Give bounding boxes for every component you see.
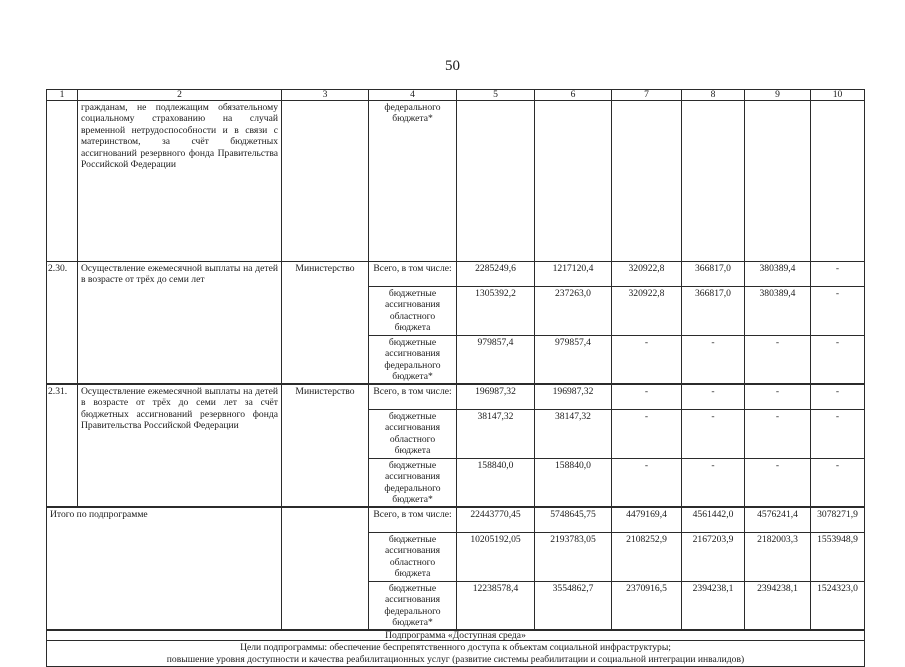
cont-value-empty (456, 100, 535, 262)
goals-block (46, 640, 865, 667)
row-2-30-line-1-category: Всего, в том числе: (368, 261, 457, 287)
goals-line-1: Цели подпрограммы: обеспечение беспрепятственного доступа к объектам социальной инфраструктуры; (240, 642, 671, 653)
total-row-line-2-value-5: 10205192,05 (456, 532, 535, 582)
row-2-31-line-1-value-9: - (744, 384, 811, 410)
row-2-31-line-3-value-5: 158840,0 (456, 458, 535, 507)
total-row-executor-empty (281, 507, 369, 630)
cont-value-empty (611, 100, 682, 262)
total-row-line-3-value-8: 2394238,1 (681, 581, 745, 630)
row-2-30-line-2-value-7: 320922,8 (611, 286, 682, 336)
total-row-line-1-category: Всего, в том числе: (368, 507, 457, 533)
budget-grid (46, 89, 864, 665)
row-2-30-desc: Осуществление ежемесячной выплаты на детей в возрасте от трёх до семи лет (77, 261, 282, 384)
total-row-line-1-value-9: 4576241,4 (744, 507, 811, 533)
row-2-30-executor: Министерство (281, 261, 369, 384)
cont-value-empty (744, 100, 811, 262)
goals-line-2: повышение уровня доступности и качества реабилитационных услуг (развитие системы реабилитации и социальной интеграции инвалидов) (166, 654, 745, 665)
row-2-30-line-1-value-6: 1217120,4 (534, 261, 612, 287)
cont-desc: гражданам, не подлежащим обязательному социальному страхованию на случай временной нетрудоспособности и в связи с материнством, за счёт бюджетных ассигнований резервного фонда Правительства Российской Федерации (77, 100, 282, 262)
row-2-31-line-1-category: Всего, в том числе: (368, 384, 457, 410)
col-header-7: 7 (611, 89, 682, 101)
row-2-31-line-2-value-7: - (611, 409, 682, 459)
row-2-30-line-3-value-5: 979857,4 (456, 335, 535, 384)
row-2-30-line-1-value-7: 320922,8 (611, 261, 682, 287)
row-2-30-line-2-category: бюджетные ассигнования областного бюджета (368, 286, 457, 336)
row-2-30-line-1-value-10: - (810, 261, 865, 287)
col-header-1: 1 (46, 89, 78, 101)
total-row-line-3-value-10: 1524323,0 (810, 581, 865, 630)
total-row-line-2-value-9: 2182003,3 (744, 532, 811, 582)
row-2-30-line-1-value-9: 380389,4 (744, 261, 811, 287)
total-row-line-2-value-8: 2167203,9 (681, 532, 745, 582)
col-header-6: 6 (534, 89, 612, 101)
row-2-30-line-3-value-10: - (810, 335, 865, 384)
row-2-30-line-3-value-9: - (744, 335, 811, 384)
row-2-30-line-3-value-8: - (681, 335, 745, 384)
col-header-2: 2 (77, 89, 282, 101)
row-2-31-line-1-value-6: 196987,32 (534, 384, 612, 410)
row-2-30-line-1-value-5: 2285249,6 (456, 261, 535, 287)
col-header-5: 5 (456, 89, 535, 101)
cont-value-empty (534, 100, 612, 262)
row-2-31-line-3-value-9: - (744, 458, 811, 507)
row-2-31-line-2-value-10: - (810, 409, 865, 459)
total-row-line-1-value-6: 5748645,75 (534, 507, 612, 533)
row-2-31-line-2-value-8: - (681, 409, 745, 459)
total-row-line-2-value-7: 2108252,9 (611, 532, 682, 582)
row-2-31-line-2-value-9: - (744, 409, 811, 459)
cont-exec-cell (281, 100, 369, 262)
total-row-line-3-value-6: 3554862,7 (534, 581, 612, 630)
row-2-31-desc: Осуществление ежемесячной выплаты на детей в возрасте от трёх до семи лет за счёт бюджетных ассигнований резервного фонда Правительства Российской Федерации (77, 384, 282, 507)
row-2-30-line-2-value-8: 366817,0 (681, 286, 745, 336)
col-header-9: 9 (744, 89, 811, 101)
row-2-31-line-3-category: бюджетные ассигнования федерального бюджета* (368, 458, 457, 507)
row-2-31-line-1-value-8: - (681, 384, 745, 410)
total-row-line-3-value-7: 2370916,5 (611, 581, 682, 630)
total-row-line-2-value-6: 2193783,05 (534, 532, 612, 582)
col-header-4: 4 (368, 89, 457, 101)
total-row-line-1-value-5: 22443770,45 (456, 507, 535, 533)
row-2-30-code: 2.30. (46, 261, 78, 384)
cont-value-empty (681, 100, 745, 262)
page-number: 50 (445, 58, 460, 74)
row-2-31-line-3-value-10: - (810, 458, 865, 507)
row-2-31-line-3-value-6: 158840,0 (534, 458, 612, 507)
total-row-line-3-value-9: 2394238,1 (744, 581, 811, 630)
row-2-31-line-2-value-5: 38147,32 (456, 409, 535, 459)
row-2-31-line-2-value-6: 38147,32 (534, 409, 612, 459)
row-2-30-line-2-value-5: 1305392,2 (456, 286, 535, 336)
row-2-30-line-2-value-6: 237263,0 (534, 286, 612, 336)
row-2-30-line-1-value-8: 366817,0 (681, 261, 745, 287)
cont-value-empty (810, 100, 865, 262)
total-row-line-1-value-10: 3078271,9 (810, 507, 865, 533)
row-2-30-line-3-value-7: - (611, 335, 682, 384)
col-header-10: 10 (810, 89, 865, 101)
row-2-31-line-2-category: бюджетные ассигнования областного бюджета (368, 409, 457, 459)
col-header-8: 8 (681, 89, 745, 101)
cont-code-cell (46, 100, 78, 262)
total-row-line-2-value-10: 1553948,9 (810, 532, 865, 582)
row-2-30-line-2-value-9: 380389,4 (744, 286, 811, 336)
row-2-31-line-3-value-8: - (681, 458, 745, 507)
subprogram-title: Подпрограмма «Доступная среда» (46, 630, 865, 641)
row-2-31-line-3-value-7: - (611, 458, 682, 507)
total-row-line-3-category: бюджетные ассигнования федерального бюджета* (368, 581, 457, 630)
cont-cat: федерального бюджета* (368, 100, 457, 262)
col-header-3: 3 (281, 89, 369, 101)
row-2-31-executor: Министерство (281, 384, 369, 507)
total-row-line-1-value-7: 4479169,4 (611, 507, 682, 533)
total-row-line-2-category: бюджетные ассигнования областного бюджета (368, 532, 457, 582)
total-row-label: Итого по подпрограмме (46, 507, 282, 630)
row-2-30-line-3-value-6: 979857,4 (534, 335, 612, 384)
row-2-30-line-3-category: бюджетные ассигнования федерального бюджета* (368, 335, 457, 384)
total-row-line-3-value-5: 12238578,4 (456, 581, 535, 630)
row-2-31-line-1-value-10: - (810, 384, 865, 410)
row-2-31-line-1-value-7: - (611, 384, 682, 410)
total-row-line-1-value-8: 4561442,0 (681, 507, 745, 533)
row-2-30-line-2-value-10: - (810, 286, 865, 336)
row-2-31-code: 2.31. (46, 384, 78, 507)
row-2-31-line-1-value-5: 196987,32 (456, 384, 535, 410)
